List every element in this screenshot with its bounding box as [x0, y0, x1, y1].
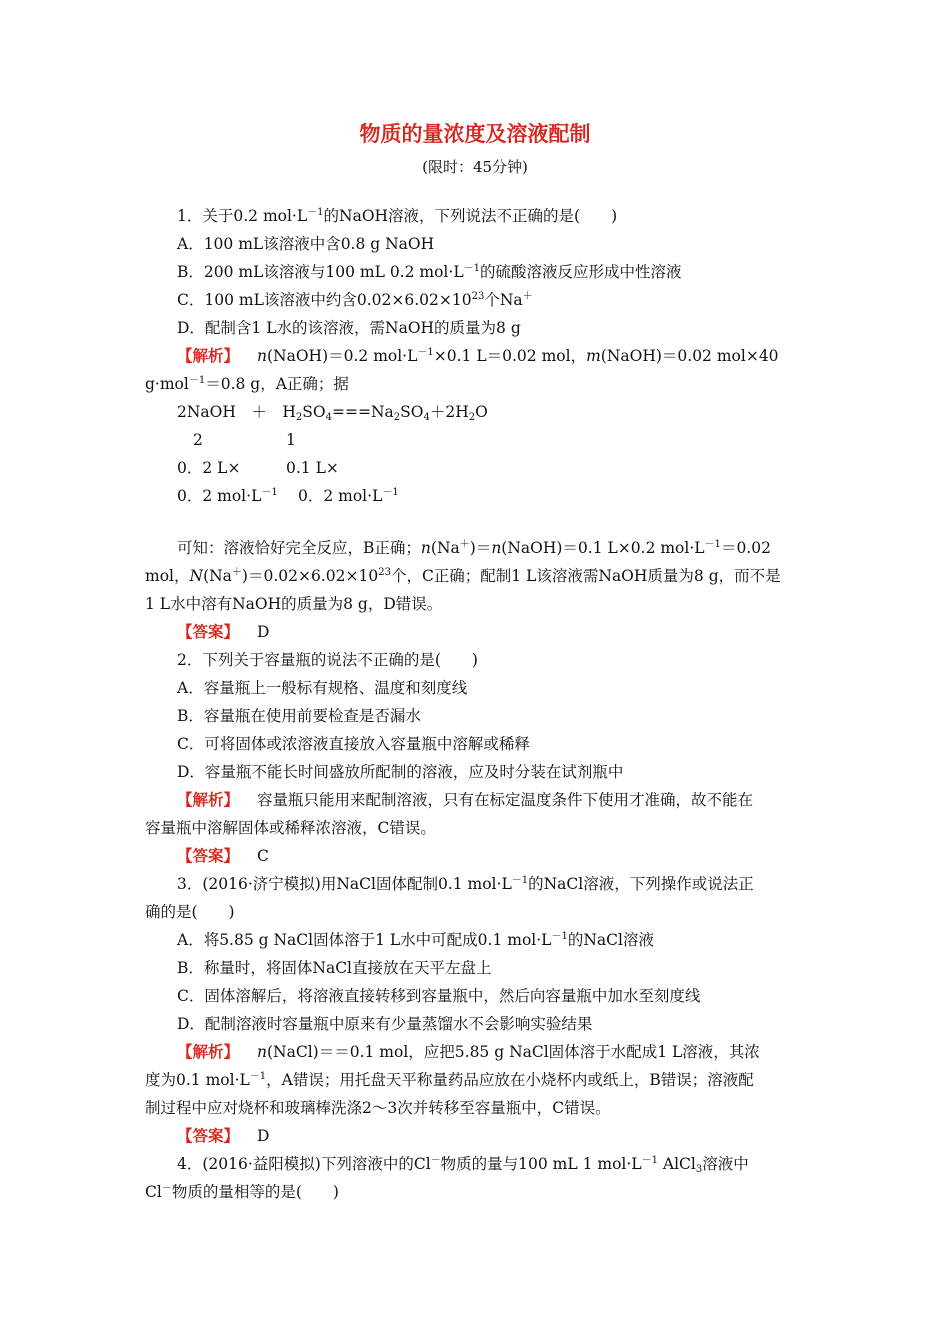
answer-tag: 【答案】: [177, 847, 240, 865]
q3-option-a: A．将5.85 g NaCl固体溶于1 L水中可配成0.1 $mol\cdot L^{-1}$的NaCl溶液: [177, 931, 654, 949]
q1-coef-h2so4: 1: [286, 431, 296, 449]
time-limit: (限时：45分钟): [422, 158, 528, 176]
q2-stem: 2．下列关于容量瓶的说法不正确的是( ): [177, 651, 478, 669]
q1-volume-h2so4: 0.1 L×: [286, 459, 339, 477]
q1-equation: 2NaOH ＋ $H_2SO_4===Na_2SO_4+2H_2O$: [177, 403, 488, 423]
q1-conclusion-line3: 1 L水中溶有NaOH的质量为8 g，D错误。: [145, 595, 443, 613]
q1-analysis-line1: 【解析】 n(NaOH)＝0.2 $mol\cdot L^{-1}\times 0.1$ L＝0.02 mol，m(NaOH)＝0.02 mol×40: [177, 347, 779, 365]
q1-conc-h2so4: 0．2 $mol\cdot L^{-1}$: [298, 487, 399, 505]
q1-volume-naoh: 0．2 L×: [177, 459, 241, 477]
q2-analysis-line2: 容量瓶中溶解固体或稀释浓溶液，C错误。: [145, 819, 436, 837]
answer-tag: 【答案】: [177, 623, 240, 641]
q3-option-b: B．称量时，将固体NaCl直接放在天平左盘上: [177, 959, 492, 977]
q2-option-a: A．容量瓶上一般标有规格、温度和刻度线: [177, 679, 468, 697]
q4-stem-line1: 4．(2016·益阳模拟)下列溶液中的Cl－物质的量与100 mL 1 $mol\cdot L^{-1}$ AlCl$_3$溶液中: [177, 1155, 749, 1175]
q1-coef-naoh: 2: [193, 431, 203, 449]
analysis-tag: 【解析】: [177, 791, 240, 809]
q3-stem-line2: 确的是( ): [145, 903, 235, 921]
q2-option-d: D．容量瓶不能长时间盛放所配制的溶液，应及时分装在试剂瓶中: [177, 763, 624, 781]
q3-analysis-line3: 制过程中应对烧杯和玻璃棒洗涤2～3次并转移至容量瓶中，C错误。: [145, 1099, 611, 1117]
q1-answer: 【答案】 D: [177, 623, 270, 641]
q1-stem: 1．关于0.2 $mol\cdot L^{-1}$的NaOH溶液，下列说法不正确的是( ): [177, 207, 618, 225]
q2-option-b: B．容量瓶在使用前要检查是否漏水: [177, 707, 421, 725]
q1-option-a: A．100 mL该溶液中含0.8 g NaOH: [177, 235, 435, 253]
analysis-tag: 【解析】: [177, 1043, 240, 1061]
q2-option-c: C．可将固体或浓溶液直接放入容量瓶中溶解或稀释: [177, 735, 530, 753]
q4-stem-line2: Cl－物质的量相等的是( ): [145, 1183, 339, 1201]
q3-option-c: C．固体溶解后，将溶液直接转移到容量瓶中，然后向容量瓶中加水至刻度线: [177, 987, 701, 1005]
analysis-tag: 【解析】: [177, 347, 240, 365]
q3-stem-line1: 3．(2016·济宁模拟)用NaCl固体配制0.1 $mol\cdot L^{-1}$的NaCl溶液，下列操作或说法正: [177, 875, 754, 893]
q2-analysis-line1: 【解析】 容量瓶只能用来配制溶液，只有在标定温度条件下使用才准确，故不能在: [177, 791, 754, 809]
page-title: 物质的量浓度及溶液配制: [359, 122, 591, 146]
q1-conclusion-line2: mol，$N(Na^+)=0.02\times 6.02\times 10^{23}$个，C正确；配制1 L该溶液需NaOH质量为8 g，而不是: [145, 567, 781, 585]
q3-analysis-line2: 度为0.1 $mol\cdot L^{-1}$，A错误；用托盘天平称量药品应放在小烧杯内或纸上，B错误；溶液配: [145, 1071, 754, 1089]
q1-option-b: B．200 mL该溶液与100 mL 0.2 $mol\cdot L^{-1}$的硫酸溶液反应形成中性溶液: [177, 263, 682, 281]
q3-analysis-line1: 【解析】 n(NaCl)＝＝0.1 mol，应把5.85 g NaCl固体溶于水配成1 L溶液，其浓: [177, 1043, 760, 1061]
q1-conc-naoh: 0．2 $mol\cdot L^{-1}$: [177, 487, 278, 505]
q1-analysis-line2: g·mol$^{-1}$＝0.8 g，A正确；据: [145, 375, 349, 393]
answer-tag: 【答案】: [177, 1127, 240, 1145]
q1-conclusion-line1: 可知：溶液恰好完全反应，B正确；n(Na＋)＝n(NaOH)＝0.1 L×0.2 $mol\cdot L^{-1}=0.02$: [177, 539, 771, 557]
q1-option-d: D．配制含1 L水的该溶液，需NaOH的质量为8 g: [177, 319, 521, 337]
q2-answer: 【答案】 C: [177, 847, 269, 865]
q3-answer: 【答案】 D: [177, 1127, 270, 1145]
q1-option-c: C．100 mL该溶液中约含$0.02\times 6.02\times 10^{23}$个Na＋: [177, 291, 533, 309]
q3-option-d: D．配制溶液时容量瓶中原来有少量蒸馏水不会影响实验结果: [177, 1015, 593, 1033]
